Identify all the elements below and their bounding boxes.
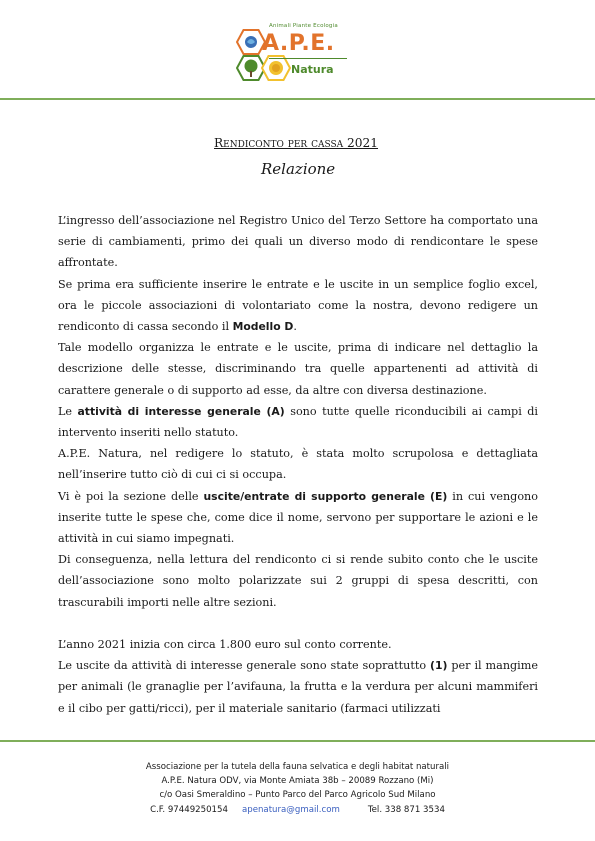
footer-divider <box>0 740 595 742</box>
footer-line-location: c/o Oasi Smeraldino – Punto Parco del Parco Agricolo Sud Milano <box>159 790 436 801</box>
footer-email-link[interactable]: apenatura@gmail.com <box>241 804 340 815</box>
paragraph-p8 <box>58 634 538 655</box>
text-run: . <box>293 320 297 334</box>
document-subtitle: Relazione <box>261 160 336 178</box>
text-run: Tale modello organizza le entrate e le uscite, prima di indicare nel dettaglio la descrizione delle stesse, discriminando tra quelle appartenenti ad attività di carattere generale o di supporto ad esse, da altre con diversa destinazione. <box>58 341 538 397</box>
footer-line-address: A.P.E. Natura ODV, via Monte Amiata 38b – 20089 Rozzano (Mi) <box>161 776 434 787</box>
ape-natura-logo <box>233 22 351 84</box>
body-text <box>58 210 538 719</box>
text-run: Se prima era sufficiente inserire le entrate e le uscite in un semplice foglio excel, ora le piccole associazioni di volontariato come la nostra, devono redigere un rendiconto di cassa secondo il <box>58 277 538 334</box>
text-run: Di conseguenza, nella lettura del rendiconto ci si rende subito conto che le uscite dell’associazione sono molto polarizzate sui 2 gruppi di spesa descritti, con trascurabili importi nelle altre sezioni. <box>58 553 538 609</box>
text-run: A.P.E. Natura, nel redigere lo statuto, è stata molto scrupolosa e dettagliata nell’inserire tutto ciò di cui ci si occupa. <box>58 447 538 482</box>
footer-fiscal-code: C.F. 97449250154 <box>150 804 228 815</box>
text-run: Vi è poi la sezione delle <box>58 489 204 503</box>
paragraph-p2 <box>58 274 538 338</box>
paragraph-p4 <box>58 401 538 443</box>
paragraph-p7 <box>58 549 538 613</box>
text-run: per il mangime per animali (le granaglie per l’avifauna, la frutta e la verdura per alcuni mammiferi e il cibo per gatti/ricci), per il materiale sanitario (farmaci utilizzati <box>58 659 538 715</box>
bold-term: uscite/entrate di supporto generale (E) <box>203 489 448 503</box>
document-heading: Rendiconto per cassa 2021 <box>214 136 379 150</box>
text-run: in cui vengono inserite tutte le spese che, come dice il nome, servono per supportare le azioni e le attività in cui siamo impegnati. <box>58 489 538 546</box>
text-run: L’ingresso dell’associazione nel Registro Unico del Terzo Settore ha comportato una serie di cambiamenti, primo dei quali un diverso modo di rendicontare le spese affrontate. <box>58 214 538 270</box>
paragraph-p5 <box>58 443 538 485</box>
header-divider <box>0 98 595 100</box>
paragraph-p1 <box>58 210 538 274</box>
logo-tagline: Animali Piante Ecologia <box>269 23 338 29</box>
logo-divider <box>269 58 347 59</box>
paragraph-p9 <box>58 655 538 719</box>
paragraph-p3 <box>58 337 538 401</box>
bold-term: Modello D <box>232 320 294 334</box>
logo-name: A.P.E. <box>262 31 335 56</box>
footer <box>0 760 595 817</box>
text-run: Le uscite da attività di interesse generale sono state soprattutto <box>58 659 431 673</box>
text-run: L’anno 2021 inizia con circa 1.800 euro sul conto corrente. <box>58 638 392 652</box>
text-run: sono tutte quelle riconducibili ai campi di intervento inseriti nello statuto. <box>58 404 538 440</box>
footer-phone: Tel. 338 871 3534 <box>367 804 445 815</box>
paragraph-p6 <box>58 486 538 550</box>
text-run: Le <box>58 404 78 418</box>
footer-line-mission: Associazione per la tutela della fauna selvatica e degli habitat naturali <box>145 762 450 772</box>
logo-subname: Natura <box>291 63 334 76</box>
footer-line-contacts <box>0 803 595 817</box>
bold-term: attività di interesse generale (A) <box>77 404 285 418</box>
bold-term: (1) <box>430 659 448 673</box>
